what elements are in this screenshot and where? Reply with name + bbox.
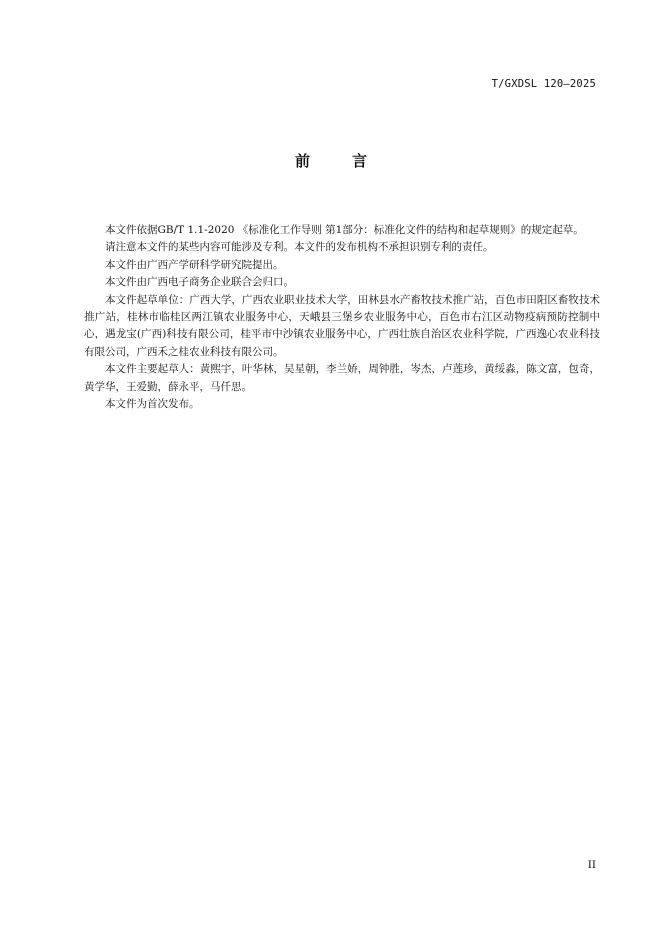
paragraph-drafting-units: 本文件起草单位：广西大学，广西农业职业技术大学，田林县水产畜牧技术推广站，百色市田阳区畜牧技术推广站，桂林市临桂区两江镇农业服务中心，天峨县三堡乡农业服务中心，百色市右江区动物疫病预防控制中心，遇龙宝(广西)科技有限公司，桂平市中沙镇农业服务中心，广西壮族自治区农业科学院，广西逸心农业科技有限公司，广西禾之桂农业科技有限公司。 [84, 293, 600, 358]
paragraph-proposer: 本文件由广西产学研科学研究院提出。 [105, 258, 284, 271]
document-body [84, 222, 600, 413]
paragraph-basis: 本文件依据GB/T 1.1-2020 《标准化工作导则 第1部分：标准化文件的结构和起草规则》的规定起草。 [105, 224, 584, 236]
paragraph-administrator: 本文件由广西电子商务企业联合会归口。 [105, 276, 294, 289]
paragraph-patent-notice: 请注意本文件的某些内容可能涉及专利。本文件的发布机构不承担识别专利的责任。 [105, 241, 494, 254]
paragraph-drafters: 本文件主要起草人：黄熙宇，叶华林，吴星朝，李兰娇，周钟胜，岑杰，卢莲珍，黄绥淼，陈文富，包奇，黄学华，王爱勤，薛永平，马仟思。 [84, 363, 600, 393]
paragraph-first-release: 本文件为首次发布。 [105, 398, 200, 411]
page-title: 前言 [294, 152, 409, 170]
page-number: II [587, 859, 596, 871]
document-code: T/GXDSL 120—2025 [491, 78, 596, 90]
